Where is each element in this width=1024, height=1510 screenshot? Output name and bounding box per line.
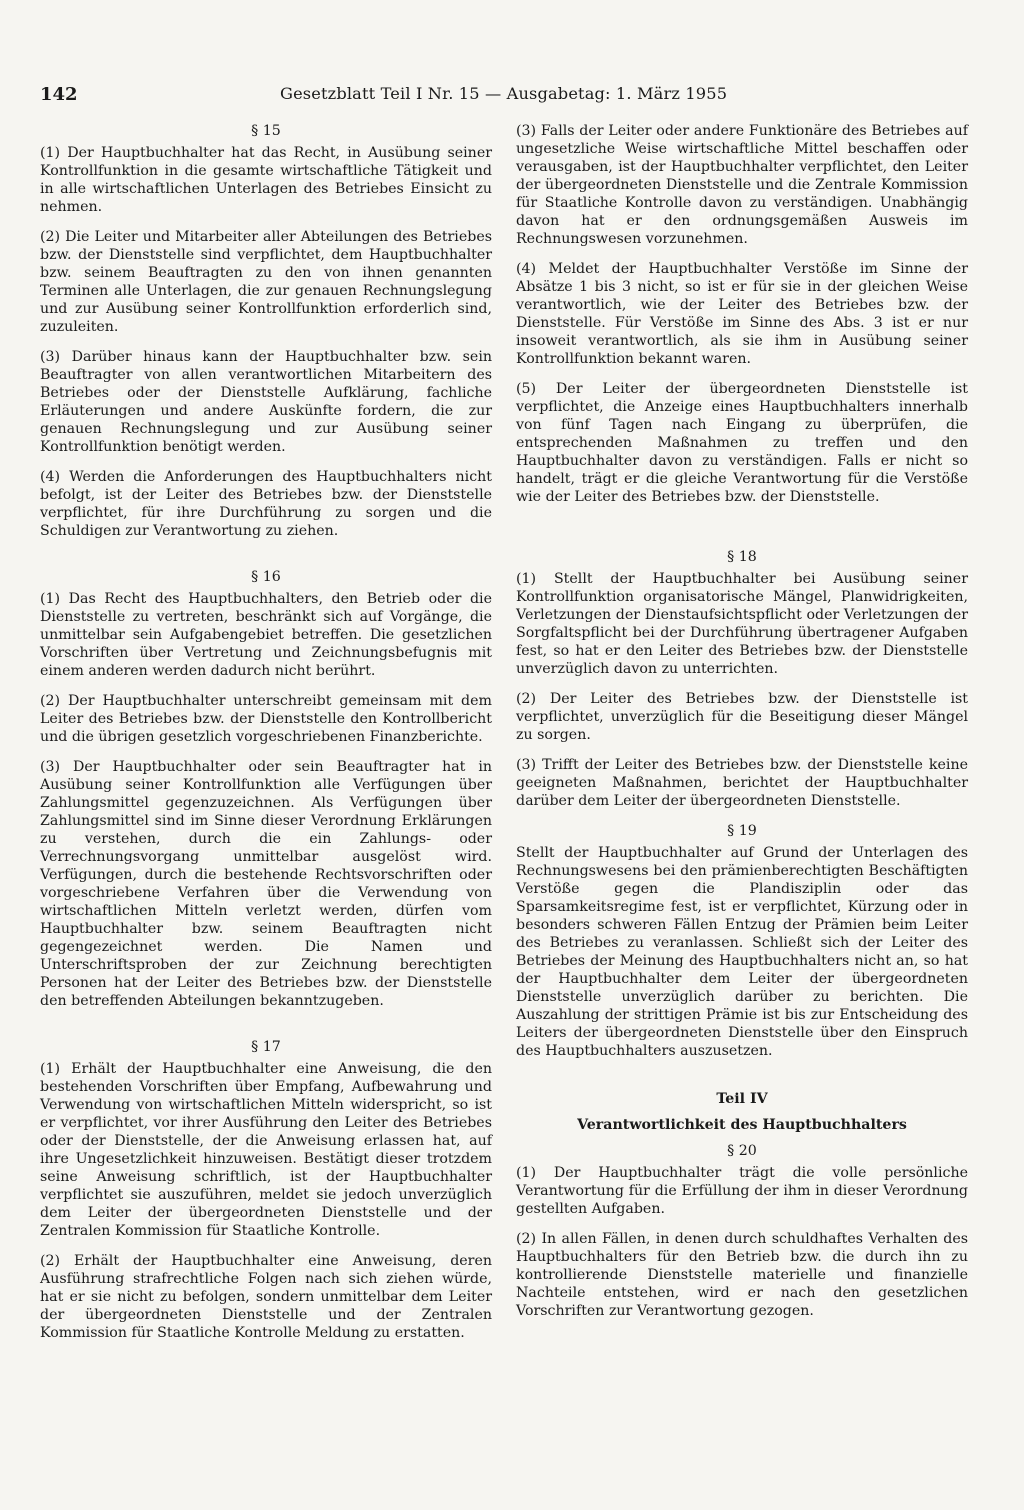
page-number: 142 — [40, 84, 78, 105]
running-head: Gesetzblatt Teil I Nr. 15 — Ausgabetag: 1. März 1955 — [280, 84, 728, 103]
paragraph: (2) In allen Fällen, in denen durch schuldhaftes Verhalten des Hauptbuchhalters für den Betrieb bzw. die durch ihn zu kontrollierende Dienststelle materielle und finanzielle Nachteile entstehen, wird er nach den gesetzlichen Vorschriften zur Verantwortung gezogen. — [516, 1231, 968, 1319]
paragraph: (3) Trifft der Leiter des Betriebes bzw. der Dienststelle keine geeigneten Maßnahmen, berichtet der Hauptbuchhalter darüber dem Leiter der übergeordneten Dienststelle. — [516, 757, 968, 809]
page-header — [40, 84, 752, 108]
section-heading-20: § 20 — [727, 1143, 757, 1159]
section-heading-18: § 18 — [727, 549, 757, 565]
section-heading-17: § 17 — [251, 1039, 281, 1055]
paragraph: (4) Meldet der Hauptbuchhalter Verstöße im Sinne der Absätze 1 bis 3 nicht, so ist er für sie in der gleichen Weise verantwortlich, wie der Leiter des Betriebes bzw. der Dienststelle. Für Verstöße im Sinne des Abs. 3 ist er nur insoweit verantwortlich, als sie ihm in Ausübung seiner Kontrollfunktion bekannt waren. — [516, 261, 968, 367]
paragraph: (3) Falls der Leiter oder andere Funktionäre des Betriebes auf ungesetzliche Weise wirtschaftliche Mittel beschaffen oder verausgaben, ist der Hauptbuchhalter verpflichtet, den Leiter der übergeordneten Dienststelle und die Zentrale Kommission für Staatliche Kontrolle davon zu verständigen. Unabhängig davon hat er den ordnungsgemäßen Ausweis im Rechnungswesen vorzunehmen. — [516, 123, 968, 247]
paragraph: (2) Der Leiter des Betriebes bzw. der Dienststelle ist verpflichtet, unverzüglich für die Beseitigung dieser Mängel zu sorgen. — [516, 691, 968, 743]
paragraph: (2) Der Hauptbuchhalter unterschreibt gemeinsam mit dem Leiter des Betriebes bzw. der Dienststelle den Kontrollbericht und die übrigen gesetzlich vorgeschriebenen Finanzberichte. — [40, 693, 492, 745]
left-column — [40, 122, 492, 1354]
section-heading-16: § 16 — [251, 569, 281, 585]
paragraph: (3) Darüber hinaus kann der Hauptbuchhalter bzw. sein Beauftragter von allen verantwortlichen Mitarbeitern des Betriebes oder der Dienststelle Aufklärung, fachliche Erläuterungen und andere Auskünfte fordern, die zur genauen Rechnungslegung und zur Ausübung seiner Kontrollfunktion benötigt werden. — [40, 349, 492, 455]
paragraph: (4) Werden die Anforderungen des Hauptbuchhalters nicht befolgt, ist der Leiter des Betriebes bzw. der Dienststelle verpflichtet, für ihre Durchführung zu sorgen und die Schuldigen zur Verantwortung zu ziehen. — [40, 469, 492, 539]
paragraph: (1) Erhält der Hauptbuchhalter eine Anweisung, die den bestehenden Vorschriften über Empfang, Aufbewahrung und Verwendung von wirtschaftlichen Mitteln widerspricht, so ist er verpflichtet, vor ihrer Ausführung den Leiter des Betriebes oder der Dienststelle, der die Anweisung erlassen hat, auf ihre Ungesetzlichkeit hinzuweisen. Bestätigt dieser trotzdem seine Anweisung schriftlich, ist der Hauptbuchhalter verpflichtet sie auszuführen, meldet sie jedoch unverzüglich dem Leiter der übergeordneten Dienststelle und der Zentralen Kommission für Staatliche Kontrolle. — [40, 1061, 492, 1239]
part-title: Teil IV — [716, 1091, 768, 1107]
paragraph: (1) Der Hauptbuchhalter hat das Recht, in Ausübung seiner Kontrollfunktion in die gesamte wirtschaftliche Tätigkeit und in alle wirtschaftlichen Unterlagen des Betriebes Einsicht zu nehmen. — [40, 145, 492, 215]
section-heading-19: § 19 — [727, 823, 757, 839]
paragraph: (1) Stellt der Hauptbuchhalter bei Ausübung seiner Kontrollfunktion organisatorische Mängel, Planwidrigkeiten, Verletzungen der Dienstaufsichtspflicht oder Verletzungen der Sorgfaltspflicht bei der Durchführung übertragener Aufgaben fest, so hat er den Leiter des Betriebes bzw. der Dienststelle unverzüglich davon zu unterrichten. — [516, 571, 968, 677]
paragraph: (1) Der Hauptbuchhalter trägt die volle persönliche Verantwortung für die Erfüllung der ihm in dieser Verordnung gestellten Aufgaben. — [516, 1165, 968, 1217]
paragraph: (2) Erhält der Hauptbuchhalter eine Anweisung, deren Ausführung strafrechtliche Folgen nach sich ziehen würde, hat er sie nicht zu befolgen, sondern unmittelbar dem Leiter der übergeordneten Dienststelle und der Zentralen Kommission für Staatliche Kontrolle Meldung zu erstatten. — [40, 1253, 492, 1341]
paragraph: (3) Der Hauptbuchhalter oder sein Beauftragter hat in Ausübung seiner Kontrollfunktion alle Verfügungen über Zahlungsmittel gegenzuzeichnen. Als Verfügungen über Zahlungsmittel sind im Sinne dieser Verordnung Erklärungen zu verstehen, durch die ein Zahlungs- oder Verrechnungsvorgang unmittelbar ausgelöst wird. Verfügungen, durch die bestehende Rechtsvorschriften oder vorgeschriebene Verfahren über die Verwendung von wirtschaftlichen Mitteln verletzt werden, dürfen vom Hauptbuchhalter bzw. seinem Beauftragten nicht gegengezeichnet werden. Die Namen und Unterschriftsproben der zur Zeichnung berechtigten Personen hat der Leiter des Betriebes bzw. der Dienststelle den betreffenden Abteilungen bekanntzugeben. — [40, 759, 492, 1009]
paragraph: (2) Die Leiter und Mitarbeiter aller Abteilungen des Betriebes bzw. der Dienststelle sind verpflichtet, dem Hauptbuchhalter bzw. seinem Beauftragten zu den von ihnen genannten Terminen alle Unterlagen, die zur genauen Rechnungslegung und zur Ausübung seiner Kontrollfunktion erforderlich sind, zuzuleiten. — [40, 229, 492, 335]
right-column — [516, 122, 968, 1332]
part-subtitle: Verantwortlichkeit des Hauptbuchhalters — [577, 1117, 907, 1133]
section-heading-15: § 15 — [251, 123, 281, 139]
paragraph: (1) Das Recht des Hauptbuchhalters, den Betrieb oder die Dienststelle zu vertreten, beschränkt sich auf Vorgänge, die unmittelbar sein Aufgabengebiet betreffen. Die gesetzlichen Vorschriften über Vertretung und Zeichnungsbefugnis mit einem anderen werden dadurch nicht berührt. — [40, 591, 492, 679]
paragraph: (5) Der Leiter der übergeordneten Dienststelle ist verpflichtet, die Anzeige eines Hauptbuchhalters innerhalb von fünf Tagen nach Eingang zu überprüfen, die entsprechenden Maßnahmen zu treffen und den Hauptbuchhalter davon zu verständigen. Falls er nicht so handelt, trägt er die gleiche Verantwortung für die Verstöße wie der Leiter des Betriebes bzw. der Dienststelle. — [516, 381, 968, 505]
paragraph: Stellt der Hauptbuchhalter auf Grund der Unterlagen des Rechnungswesens bei den prämienberechtigten Beschäftigten Verstöße gegen die Plandisziplin oder das Sparsamkeitsregime fest, ist er verpflichtet, Kürzung oder in besonders schweren Fällen Entzug der Prämien beim Leiter des Betriebes zu veranlassen. Schließt sich der Leiter des Betriebes der Meinung des Hauptbuchhalters nicht an, so hat der Hauptbuchhalter dem Leiter der übergeordneten Dienststelle unverzüglich darüber zu berichten. Die Auszahlung der strittigen Prämie ist bis zur Entscheidung des Leiters der übergeordneten Dienststelle über den Einspruch des Hauptbuchhalters auszusetzen. — [516, 845, 968, 1059]
